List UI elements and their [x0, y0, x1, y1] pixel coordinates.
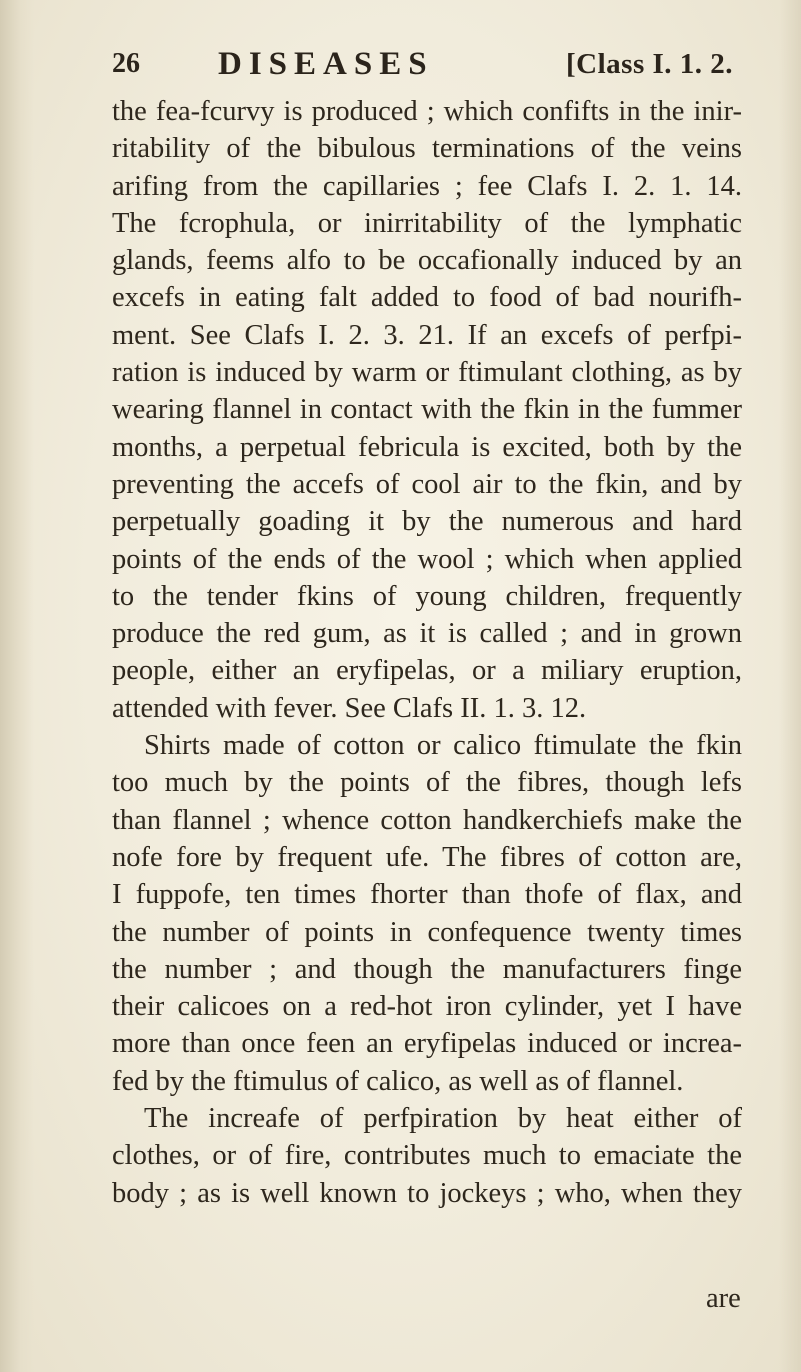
text-line: produce the red gum, as it is called ; and in grown — [112, 618, 742, 650]
text-line: ritability of the bibulous terminations of the veins — [112, 133, 742, 165]
text-line: than flannel ; whence cotton handkerchiefs make the — [112, 804, 742, 836]
section-reference: [Class I. 1. 2. — [566, 48, 734, 80]
text-line: glands, feems alfo to be occafionally induced by an — [112, 245, 742, 277]
text-line: more than once feen an eryfipelas induced or increa- — [112, 1028, 742, 1060]
text-line: the fea-fcurvy is produced ; which confifts in the inir- — [112, 96, 742, 127]
text-line: the number of points in confequence twenty times — [112, 916, 742, 948]
text-line: excefs in eating falt added to food of bad nourifh- — [112, 282, 742, 314]
catchword: are — [706, 1283, 741, 1314]
text-line: clothes, or of fire, contributes much to emaciate the — [112, 1140, 742, 1172]
text-line: nofe fore by frequent ufe. The fibres of cotton are, — [112, 841, 742, 873]
body-text — [112, 93, 742, 1212]
running-title: DISEASES — [218, 46, 434, 82]
page-edge-shadow — [779, 0, 801, 1372]
text-line: I fuppofe, ten times fhorter than thofe of flax, and — [112, 879, 742, 911]
page-number: 26 — [112, 48, 140, 79]
text-line: people, either an eryfipelas, or a miliary eruption, — [112, 655, 742, 687]
text-line: arifing from the capillaries ; fee Clafs I. 2. 1. 14. — [112, 170, 742, 202]
text-line: points of the ends of the wool ; which when applied — [112, 543, 742, 575]
text-line: their calicoes on a red-hot iron cylinder, yet I have — [112, 991, 742, 1023]
binding-gutter — [0, 0, 34, 1372]
text-line: wearing flannel in contact with the fkin in the fummer — [112, 394, 742, 426]
text-line: body ; as is well known to jockeys ; who, when they — [112, 1177, 742, 1209]
text-line: to the tender fkins of young children, frequently — [112, 580, 742, 612]
text-line: perpetually goading it by the numerous and hard — [112, 506, 742, 538]
text-line: The fcrophula, or inirritability of the lymphatic — [112, 207, 742, 239]
text-line: ration is induced by warm or ftimulant clothing, as by — [112, 357, 742, 389]
paragraph-start-line: The increafe of perfpiration by heat either of — [144, 1103, 742, 1135]
text-line: fed by the ftimulus of calico, as well as of flannel. — [112, 1065, 684, 1097]
text-line: too much by the points of the fibres, though lefs — [112, 767, 742, 799]
text-line: preventing the accefs of cool air to the fkin, and by — [112, 468, 742, 500]
paragraph-start-line: Shirts made of cotton or calico ftimulate the fkin — [144, 730, 742, 762]
text-line: the number ; and though the manufacturers finge — [112, 953, 742, 985]
text-line: months, a perpetual febricula is excited, both by the — [112, 431, 742, 463]
running-header — [0, 44, 801, 84]
text-line: attended with fever. See Clafs II. 1. 3. 12. — [112, 692, 587, 724]
text-line: ment. See Clafs I. 2. 3. 21. If an excefs of perfpi- — [112, 319, 742, 351]
